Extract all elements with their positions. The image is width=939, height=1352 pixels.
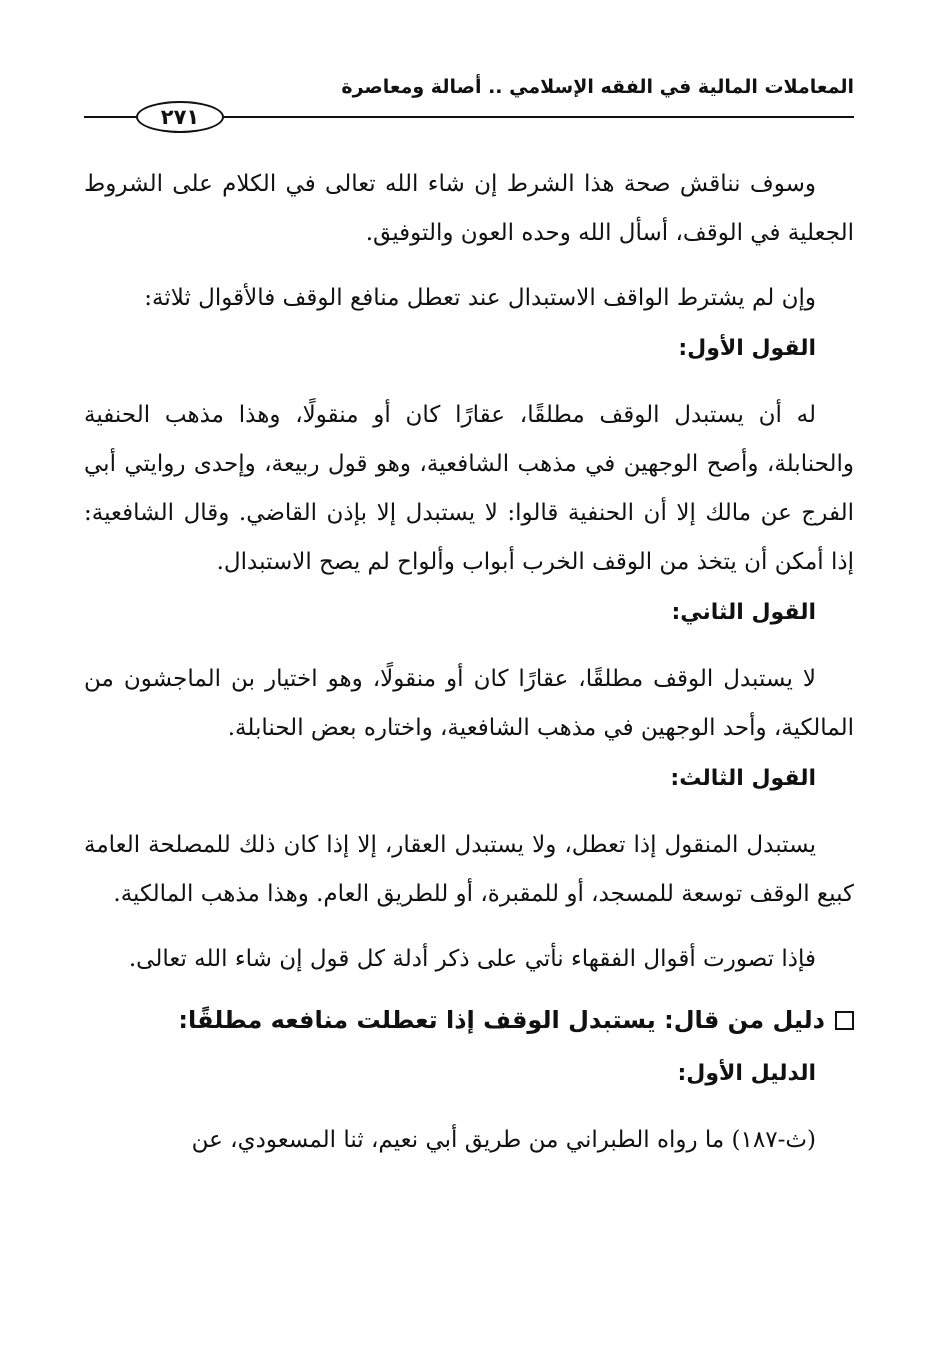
page-body [84,160,854,1165]
heading-first-opinion: القول الأول: [678,336,816,361]
running-header [84,70,854,140]
section-heading [84,992,854,1048]
paragraph-6: فإذا تصورت أقوال الفقهاء نأتي على ذكر أدلة كل قول إن شاء الله تعالى. [128,946,816,972]
paragraph-7: (ث-١٨٧) ما رواه الطبراني من طريق أبي نعيم، ثنا المسعودي، عن [191,1127,816,1153]
paragraph-1: وسوف نناقش صحة هذا الشرط إن شاء الله تعالى في الكلام على الشروط الجعلية في الوقف، أسأل الله وحده العون والتوفيق. [84,171,854,246]
heading-second-opinion: القول الثاني: [671,600,816,625]
paragraph-4: لا يستبدل الوقف مطلقًا، عقارًا كان أو منقولًا، وهو اختيار بن الماجشون من المالكية، وأحد الوجهين في مذهب الشافعية، واختاره بعض الحنابلة. [84,666,854,741]
paragraph-gap [84,639,854,655]
section-heading-text: دليل من قال: يستبدل الوقف إذا تعطلت منافعه مطلقًا: [178,1006,825,1034]
page-number: ٢٧١ [136,101,224,133]
heading-first-evidence: الدليل الأول: [677,1061,816,1086]
paragraph-3: له أن يستبدل الوقف مطلقًا، عقارًا كان أو منقولًا، وهذا مذهب الحنفية والحنابلة، وأصح الوجهين في مذهب الشافعية، وهو قول ربيعة، وإحدى روايتي أبي الفرج عن مالك إلا أن الحنفية قالوا: لا يستبدل إلا بإذن القاضي. وقال الشافعية: إذا أمكن أن يتخذ من الوقف الخرب أبواب وألواح لم يصح الاستبدال. [84,402,854,575]
paragraph-5: يستبدل المنقول إذا تعطل، ولا يستبدل العقار، إلا إذا كان ذلك للمصلحة العامة كبيع الوقف توسعة للمسجد، أو للمقبرة، أو للطريق العام. وهذا مذهب المالكية. [84,832,854,907]
header-title: المعاملات المالية في الفقه الإسلامي .. أصالة ومعاصرة [341,76,854,98]
paragraph-gap [84,805,854,821]
paragraph-2: وإن لم يشترط الواقف الاستبدال عند تعطل منافع الوقف فالأقوال ثلاثة: [144,285,816,311]
paragraph-gap [84,1100,854,1116]
paragraph-gap [84,375,854,391]
paragraph-gap [84,258,854,274]
heading-third-opinion: القول الثالث: [670,766,816,791]
square-box-icon [835,1011,854,1030]
paragraph-gap [84,919,854,935]
